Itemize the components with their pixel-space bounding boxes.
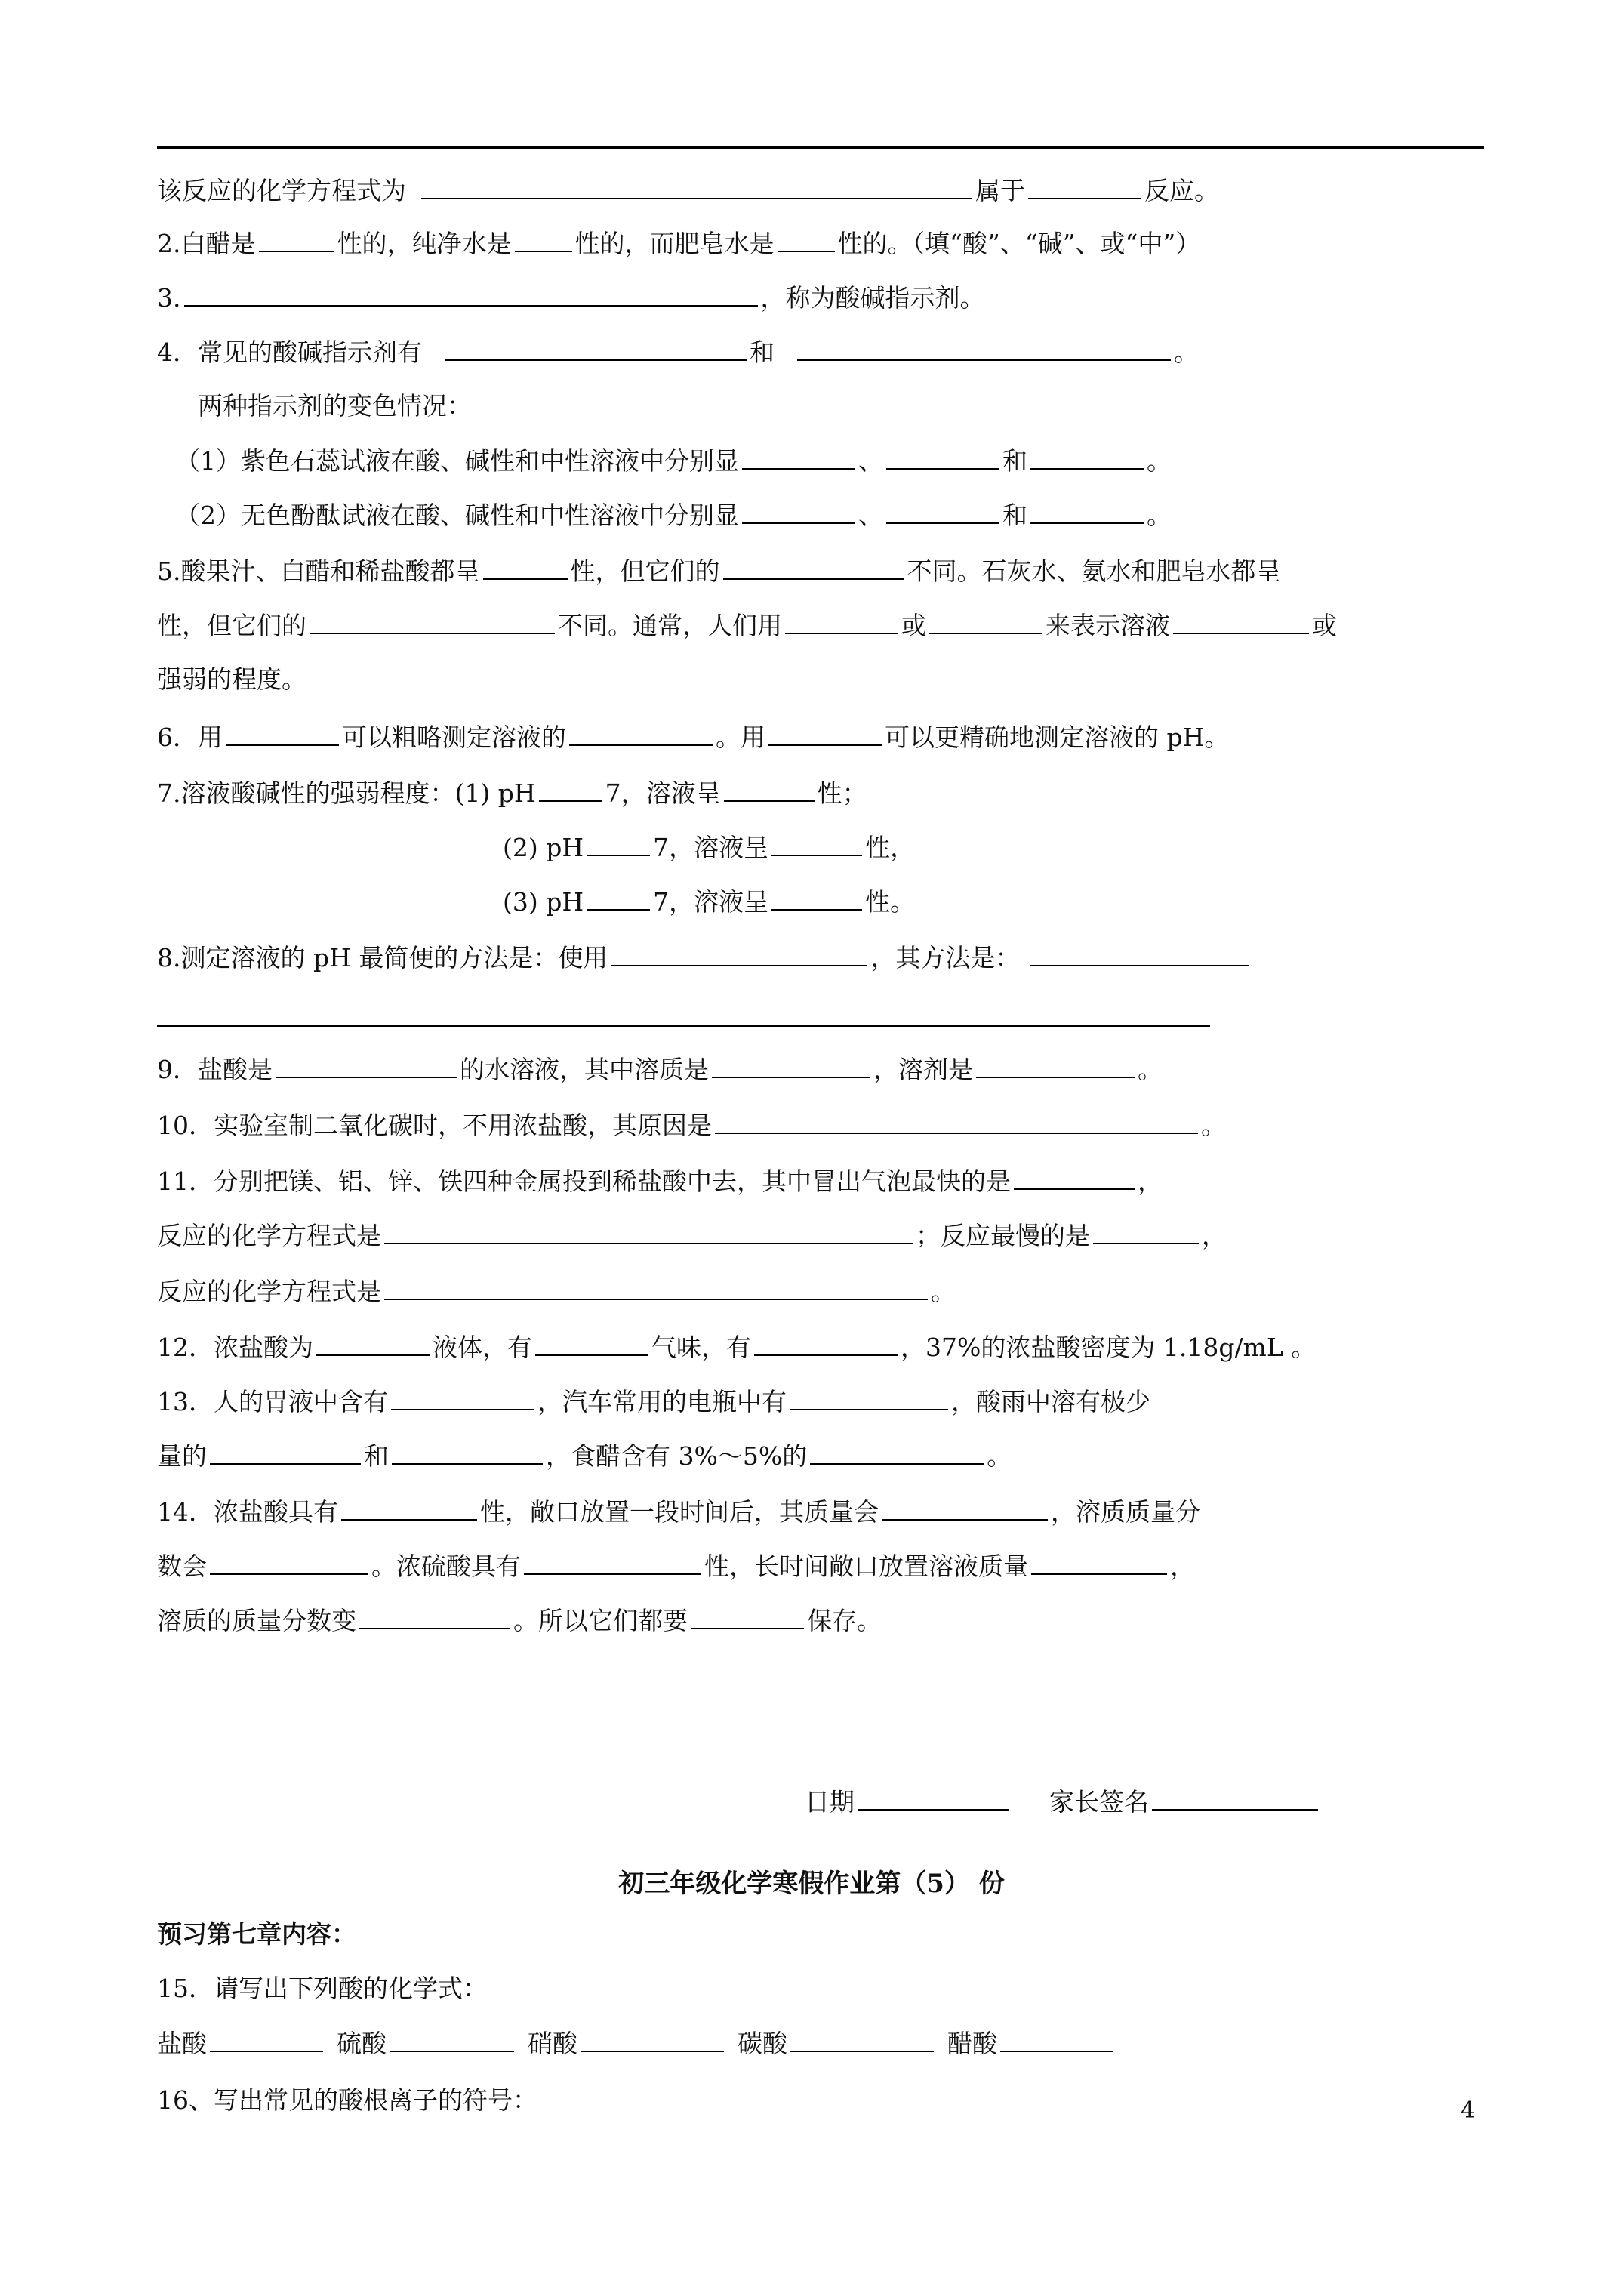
answer-blank[interactable]	[785, 603, 898, 634]
answer-blank[interactable]	[797, 329, 1171, 361]
text: (3) pH	[503, 887, 584, 917]
question-6	[157, 714, 1229, 760]
answer-blank[interactable]	[569, 714, 713, 746]
answer-blank[interactable]	[1014, 1158, 1135, 1190]
text: 可以更精确地测定溶液的 pH。	[885, 723, 1230, 752]
question-16	[157, 2078, 537, 2123]
question-14-cont	[157, 1543, 1195, 1589]
question-7-3	[503, 879, 915, 924]
text: 3.	[157, 283, 181, 313]
answer-blank[interactable]	[724, 770, 815, 802]
text: ，37%的浓盐酸密度为 1.18g/mL 。	[901, 1333, 1317, 1362]
answer-blank[interactable]	[392, 1433, 543, 1465]
text: 盐酸	[157, 2029, 207, 2058]
answer-blank[interactable]	[1093, 1213, 1199, 1244]
question-12	[157, 1324, 1316, 1370]
text: 预习第七章内容：	[157, 1919, 356, 1949]
question-7	[157, 770, 867, 815]
answer-blank[interactable]	[226, 714, 339, 746]
indicator-intro	[198, 384, 472, 429]
answer-blank[interactable]	[421, 168, 972, 199]
text: 性；	[817, 778, 867, 808]
answer-blank-long[interactable]	[157, 1025, 1210, 1027]
answer-blank[interactable]	[210, 1543, 368, 1575]
answer-blank[interactable]	[810, 1433, 984, 1465]
text: (2) pH	[503, 833, 584, 862]
text: 。	[1147, 446, 1172, 476]
text: ，酸雨中溶有极少	[951, 1387, 1150, 1416]
text: 。	[1147, 501, 1172, 530]
top-rule	[157, 146, 1484, 149]
text: 量的	[157, 1441, 207, 1471]
answer-blank[interactable]	[882, 1489, 1048, 1521]
text: 7，溶液呈	[653, 833, 769, 862]
answer-blank[interactable]	[341, 1489, 477, 1521]
question-9	[157, 1046, 1163, 1092]
text: 4．常见的酸碱指示剂有	[157, 337, 422, 367]
page-number: 4	[1461, 2097, 1476, 2124]
answer-blank[interactable]	[210, 2020, 323, 2052]
text: 或	[901, 611, 926, 640]
answer-blank[interactable]	[384, 1213, 913, 1244]
text: 属于	[975, 176, 1025, 205]
text: 强弱的程度。	[157, 664, 306, 694]
text: ，溶质质量分	[1051, 1497, 1200, 1527]
text: 。	[987, 1441, 1012, 1471]
preview-heading	[157, 1912, 356, 1957]
text: 和	[1002, 446, 1027, 476]
text: （2）无色酚酞试液在酸、碱性和中性溶液中分别显	[175, 501, 739, 530]
question-14-end	[157, 1598, 882, 1643]
answer-blank[interactable]	[768, 714, 882, 746]
question-5-cont	[157, 603, 1337, 648]
answer-blank[interactable]	[976, 1046, 1135, 1078]
text: 不同。石灰水、氨水和肥皂水都呈	[907, 556, 1281, 586]
text: ，溶剂是	[873, 1055, 973, 1084]
text: 7，溶液呈	[605, 778, 721, 808]
text: 性，长时间敞口放置溶液质量	[704, 1552, 1028, 1581]
text: 数会	[157, 1552, 207, 1581]
answer-blank[interactable]	[539, 770, 602, 802]
litmus-colors	[175, 438, 1172, 483]
text: 。浓硫酸具有	[371, 1552, 521, 1581]
text: 11．分别把镁、铝、锌、铁四种金属投到稀盐酸中去，其中冒出气泡最快的是	[157, 1166, 1011, 1196]
text: 性，	[865, 833, 916, 862]
answer-blank[interactable]	[1030, 438, 1144, 470]
answer-blank[interactable]	[1030, 935, 1249, 966]
question-13-cont	[157, 1433, 1012, 1478]
signature-line	[805, 1779, 1321, 1824]
text: 。	[1138, 1055, 1163, 1084]
text: 保存。	[807, 1606, 882, 1635]
question-10	[157, 1102, 1226, 1148]
text: 不同。通常，人们用	[558, 611, 782, 640]
text: 。	[1174, 337, 1199, 367]
text: 该反应的化学方程式为	[157, 176, 406, 205]
text: 、	[858, 446, 883, 476]
text: 溶质的质量分数变	[157, 1606, 356, 1635]
answer-blank[interactable]	[778, 220, 835, 252]
answer-blank[interactable]	[1031, 1543, 1167, 1575]
question-3	[157, 275, 985, 320]
answer-blank[interactable]	[742, 438, 855, 470]
question-2	[157, 220, 1200, 266]
text: 12．浓盐酸为	[157, 1333, 313, 1362]
text: 性，但它们的	[570, 556, 720, 586]
parent-signature-label: 家长签名	[1049, 1787, 1149, 1817]
text: ，其方法是：	[870, 943, 1021, 972]
text: 性的，纯净水是	[337, 229, 512, 258]
question-11	[157, 1158, 1163, 1203]
text: 、	[858, 501, 883, 530]
text: 反应的化学方程式是	[157, 1277, 381, 1306]
parent-signature-field[interactable]	[1152, 1779, 1318, 1811]
text: 8.测定溶液的 pH 最简便的方法是：使用	[157, 943, 608, 972]
text: 的水溶液，其中溶质是	[460, 1055, 709, 1084]
answer-blank[interactable]	[210, 1433, 361, 1465]
text: 。	[931, 1277, 956, 1306]
answer-blank[interactable]	[1028, 168, 1141, 199]
text: 。用	[716, 723, 765, 752]
answer-blank[interactable]	[581, 2020, 724, 2052]
question-14	[157, 1489, 1200, 1534]
answer-blank[interactable]	[483, 548, 568, 580]
text: 14．浓盐酸具有	[157, 1497, 338, 1527]
text: 6．用	[157, 723, 223, 752]
question-7-2	[503, 824, 915, 870]
text: 。	[1201, 1111, 1226, 1140]
answer-blank[interactable]	[929, 603, 1042, 634]
answer-blank[interactable]	[391, 1379, 534, 1410]
text: 9．盐酸是	[157, 1055, 273, 1084]
question-11-cont	[157, 1213, 1227, 1258]
answer-blank[interactable]	[742, 492, 855, 524]
question-4	[157, 329, 1199, 374]
text: 两种指示剂的变色情况：	[198, 391, 472, 421]
answer-blank[interactable]	[535, 1324, 648, 1356]
text: ，	[1202, 1221, 1227, 1250]
line-equation-reaction	[157, 168, 1219, 213]
answer-blank[interactable]	[276, 1046, 457, 1078]
text: 7.溶液酸碱性的强弱程度：(1) pH	[157, 778, 536, 808]
text: 7，溶液呈	[653, 887, 769, 917]
acid-formulas	[157, 2020, 1116, 2066]
text: 或	[1312, 611, 1337, 640]
question-5	[157, 548, 1281, 593]
text: ，	[1138, 1166, 1163, 1196]
text: 和	[364, 1441, 389, 1471]
answer-blank[interactable]	[310, 603, 555, 634]
answer-blank[interactable]	[587, 879, 650, 911]
answer-blank[interactable]	[611, 935, 867, 966]
text: 性的。（填“酸”、“碱”、或“中”）	[837, 229, 1201, 258]
phenolphthalein-colors	[175, 492, 1172, 538]
answer-blank[interactable]	[712, 1046, 870, 1078]
answer-blank[interactable]	[259, 220, 334, 252]
date-label: 日期	[805, 1787, 855, 1817]
answer-blank[interactable]	[771, 824, 862, 856]
text: ，汽车常用的电瓶中有	[537, 1387, 787, 1416]
answer-blank[interactable]	[390, 2020, 514, 2052]
answer-blank[interactable]	[790, 2020, 934, 2052]
text: 性的，而肥皂水是	[574, 229, 775, 258]
answer-blank[interactable]	[316, 1324, 430, 1356]
text: 10．实验室制二氧化碳时，不用浓盐酸，其原因是	[157, 1111, 712, 1140]
text: 和	[1002, 501, 1027, 530]
answer-blank[interactable]	[886, 492, 999, 524]
text: 碳酸	[738, 2029, 787, 2058]
text: 硝酸	[528, 2029, 577, 2058]
answer-blank[interactable]	[587, 824, 650, 856]
text: 可以粗略测定溶液的	[342, 723, 566, 752]
question-11-end	[157, 1268, 956, 1314]
text: 13．人的胃液中含有	[157, 1387, 388, 1416]
text: 15．请写出下列酸的化学式：	[157, 1974, 488, 2003]
section-title: 初三年级化学寒假作业第（5） 份	[618, 1869, 1005, 1899]
text: 来表示溶液	[1046, 611, 1170, 640]
text: ；反应最慢的是	[916, 1221, 1090, 1250]
answer-blank[interactable]	[691, 1598, 804, 1629]
text: 硫酸	[337, 2029, 387, 2058]
answer-blank[interactable]	[1173, 603, 1309, 634]
text: 5.酸果汁、白醋和稀盐酸都呈	[157, 556, 480, 586]
answer-blank[interactable]	[1000, 2020, 1113, 2052]
text: 性，敞口放置一段时间后，其质量会	[480, 1497, 879, 1527]
text: （1）紫色石蕊试液在酸、碱性和中性溶液中分别显	[175, 446, 739, 476]
date-field[interactable]	[858, 1779, 1009, 1811]
answer-blank[interactable]	[384, 1268, 928, 1300]
question-5-end	[157, 657, 306, 702]
text: 16、写出常见的酸根离子的符号：	[157, 2085, 537, 2115]
question-13	[157, 1379, 1150, 1424]
answer-blank[interactable]	[715, 1102, 1198, 1134]
text: ，	[1170, 1552, 1195, 1581]
text: 反应的化学方程式是	[157, 1221, 381, 1250]
text: 性。	[865, 887, 916, 917]
answer-blank[interactable]	[445, 329, 747, 361]
text: 反应。	[1144, 176, 1219, 205]
text: 液体，有	[433, 1333, 532, 1362]
text: ，食醋含有 3%～5%的	[546, 1441, 808, 1471]
answer-blank[interactable]	[184, 275, 758, 307]
answer-blank[interactable]	[359, 1598, 510, 1629]
text: 醋酸	[947, 2029, 997, 2058]
text: 。所以它们都要	[513, 1606, 688, 1635]
text: 气味，有	[651, 1333, 751, 1362]
text: 2.白醋是	[157, 229, 256, 258]
question-8	[157, 935, 1252, 980]
answer-blank[interactable]	[886, 438, 999, 470]
answer-blank[interactable]	[771, 879, 862, 911]
answer-blank[interactable]	[790, 1379, 948, 1410]
text: 和	[750, 337, 775, 367]
text: ，称为酸碱指示剂。	[760, 283, 985, 313]
text: 性，但它们的	[157, 611, 306, 640]
answer-blank[interactable]	[515, 220, 572, 252]
answer-blank[interactable]	[524, 1543, 701, 1575]
answer-blank[interactable]	[1030, 492, 1144, 524]
answer-blank[interactable]	[754, 1324, 898, 1356]
question-15	[157, 1966, 488, 2011]
answer-blank[interactable]	[723, 548, 904, 580]
